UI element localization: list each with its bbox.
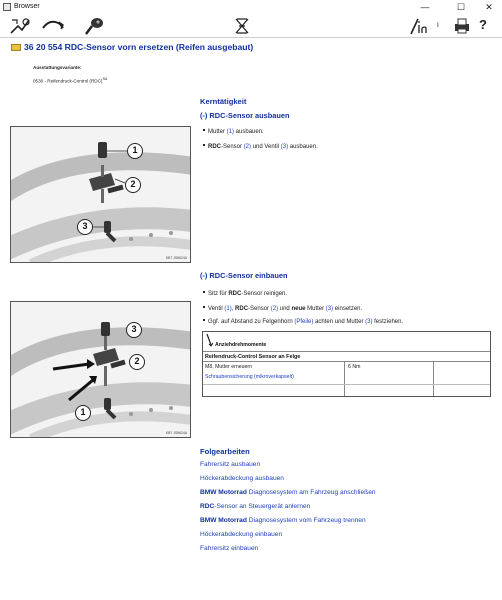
callout-3: 3 [77, 219, 93, 235]
followup-link[interactable]: Fahrersitz einbauen [200, 545, 259, 552]
section2-step-1: Sitz für RDC-Sensor reinigen. [203, 291, 287, 297]
pen-text-icon[interactable] [408, 16, 430, 36]
section1-step-2: RDC-Sensor (2) und Ventil (3) ausbauen. [203, 144, 318, 150]
ref-link[interactable]: (2) [270, 306, 279, 312]
ref-link[interactable]: (3) [325, 306, 334, 312]
torch-tool-icon[interactable] [82, 16, 106, 36]
ref-link[interactable]: (1) [226, 129, 235, 135]
cancel-pin-icon[interactable] [232, 16, 252, 36]
section1-heading: (-) RDC-Sensor ausbauen [200, 111, 290, 120]
torque-table [202, 331, 491, 397]
toolbar [0, 14, 502, 38]
separator-icon: ι [437, 20, 439, 29]
settings-wrench-icon[interactable] [9, 16, 33, 36]
wheel-sensor-illustration [11, 127, 191, 263]
ref-link[interactable]: (3) [280, 144, 289, 150]
window-titlebar [0, 0, 502, 14]
callout-1: 1 [127, 143, 143, 159]
thread-locker-link[interactable]: Schraubensicherung (mikroverkapselt) [205, 374, 294, 380]
followup-link[interactable]: Fahrersitz ausbauen [200, 461, 261, 468]
print-icon[interactable] [452, 16, 472, 36]
wheel-sensor-install-illustration [11, 302, 191, 438]
torque-subheading: Reifendruck-Control Sensor an Felge [203, 352, 490, 362]
section2-step-3: Ggf. auf Abstand zu Felgenhorn (Pfeile) achten und Mutter (3) festziehen. [203, 319, 403, 325]
section2-heading: (-) RDC-Sensor einbauen [200, 271, 288, 280]
section2-step-2: Ventil (1), RDC-Sensor (2) und neue Mutter (3) einsetzen. [203, 306, 362, 312]
ref-link[interactable]: (Pfeile) [294, 319, 314, 325]
figure-code: KB7 JS8624A [165, 431, 187, 435]
figure-code: KB7 JS8624A [165, 256, 187, 260]
followup-heading: Folgearbeiten [200, 447, 250, 456]
ref-link[interactable]: (3) [365, 319, 373, 325]
callout-3: 3 [126, 322, 142, 338]
close-button[interactable]: ✕ [485, 2, 493, 12]
minimize-button[interactable]: — [420, 2, 430, 12]
followup-link[interactable]: BMW Motorrad Diagnosesystem am Fahrzeug anschließen [200, 489, 376, 496]
ref-link[interactable]: (1) [224, 306, 232, 312]
page-title [11, 42, 253, 52]
torque-heading: Anziehdrehmomente [203, 332, 490, 352]
app-icon [3, 3, 11, 11]
variant-value: 0530 - Reifendruck-Control (RDC)$^{SA}$ [33, 77, 108, 84]
followup-link[interactable]: BMW Motorrad Diagnosesystem vom Fahrzeug trennen [200, 517, 366, 524]
followup-link[interactable]: RDC-Sensor an Steuergerät anlernen [200, 503, 311, 510]
torque-row-value: 6 Nm [348, 364, 361, 370]
hook-tool-icon[interactable] [40, 16, 66, 36]
callout-2: 2 [125, 177, 141, 193]
section1-step-1: Mutter (1) ausbauen. [203, 129, 264, 135]
torque-row-label: M8, Mutter erneuern [205, 364, 252, 370]
page-title-text: 36 20 554 RDC-Sensor vorn ersetzen (Reifen ausgebaut) [24, 42, 254, 52]
maximize-button[interactable]: ☐ [456, 2, 466, 12]
followup-link[interactable]: Höckerabdeckung ausbauen [200, 475, 284, 482]
followup-link[interactable]: Höckerabdeckung einbauen [200, 531, 283, 538]
callout-1: 1 [75, 405, 91, 421]
figure-sensor-installation [10, 301, 191, 438]
help-icon[interactable]: ? [479, 17, 487, 32]
folder-icon [11, 44, 21, 51]
main-heading: Kerntätigkeit [200, 97, 247, 106]
document-content [0, 38, 502, 600]
figure-sensor-removal [10, 126, 191, 263]
window-title: Browser [14, 3, 40, 10]
callout-2: 2 [129, 354, 145, 370]
variant-label: Ausstattungsvariante: [33, 65, 82, 70]
ref-link[interactable]: (2) [243, 144, 252, 150]
